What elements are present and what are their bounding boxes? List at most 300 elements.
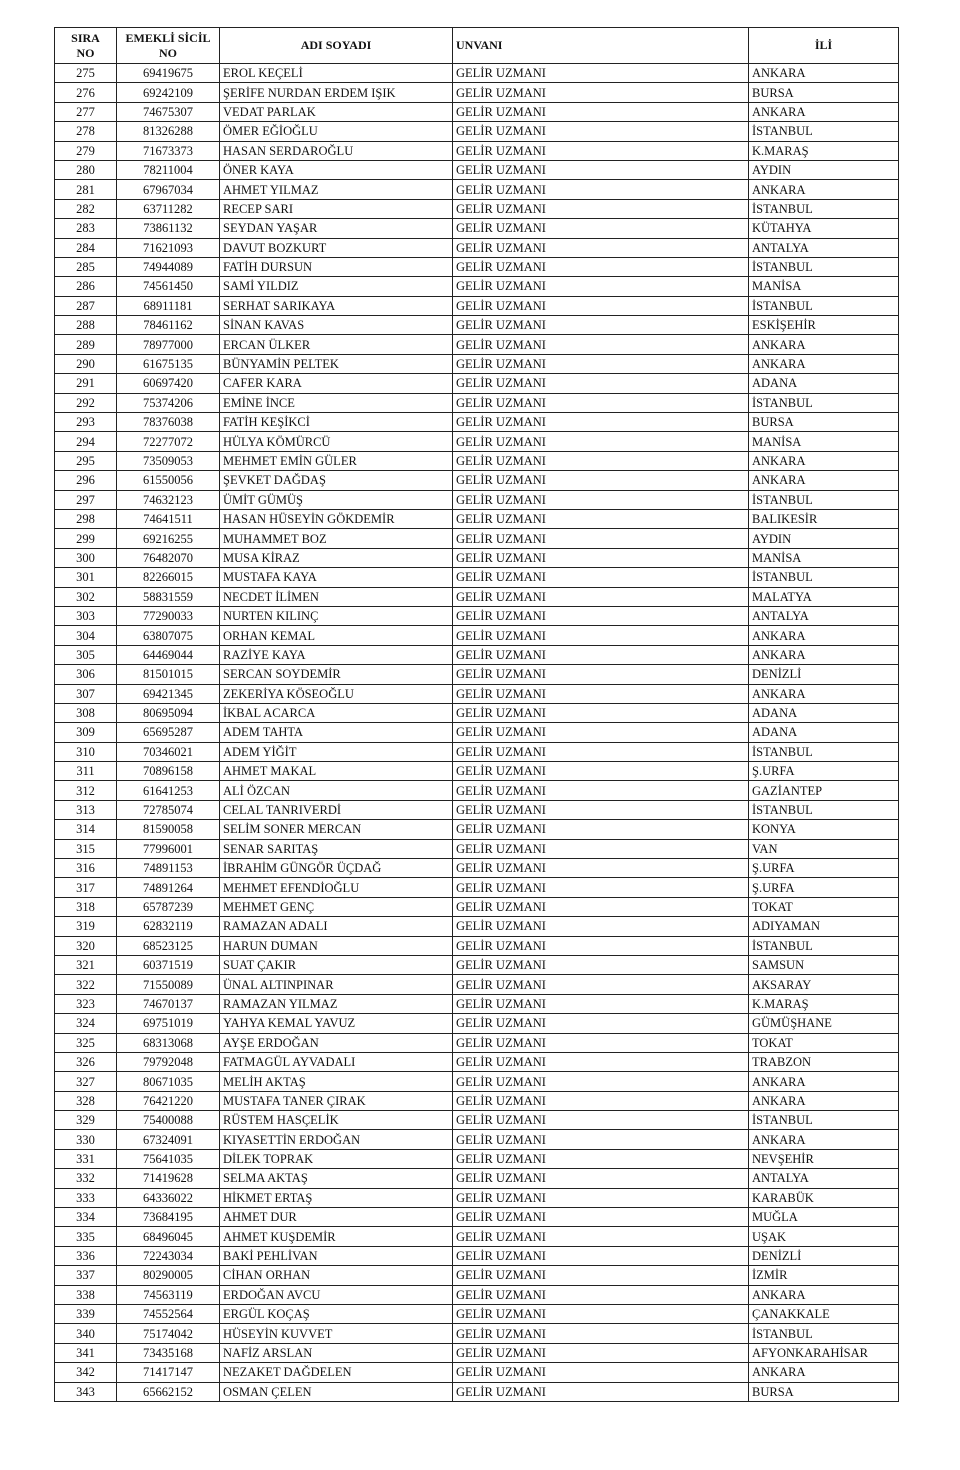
- row-unvani: GELİR UZMANI: [453, 490, 749, 509]
- table-row: [55, 1188, 899, 1207]
- row-sicil-no: 81326288: [117, 122, 220, 141]
- table-row: [55, 1382, 899, 1401]
- row-sicil-no: 81590058: [117, 820, 220, 839]
- row-sicil-no: 80290005: [117, 1266, 220, 1285]
- row-ili: AYDIN: [749, 160, 899, 179]
- row-sira-no: 302: [55, 587, 117, 606]
- row-sira-no: 276: [55, 83, 117, 102]
- row-adi-soyadi: ORHAN KEMAL: [220, 626, 453, 645]
- row-sira-no: 327: [55, 1072, 117, 1091]
- table-row: [55, 83, 899, 102]
- row-sicil-no: 77996001: [117, 839, 220, 858]
- row-sicil-no: 71550089: [117, 975, 220, 994]
- row-sira-no: 304: [55, 626, 117, 645]
- table-row: [55, 781, 899, 800]
- table-row: [55, 645, 899, 664]
- row-unvani: GELİR UZMANI: [453, 606, 749, 625]
- row-sicil-no: 76421220: [117, 1091, 220, 1110]
- row-adi-soyadi: HİKMET ERTAŞ: [220, 1188, 453, 1207]
- row-sicil-no: 71673373: [117, 141, 220, 160]
- row-sira-no: 289: [55, 335, 117, 354]
- row-unvani: GELİR UZMANI: [453, 102, 749, 121]
- row-adi-soyadi: AHMET MAKAL: [220, 762, 453, 781]
- row-unvani: GELİR UZMANI: [453, 1149, 749, 1168]
- row-adi-soyadi: ERDOĞAN AVCU: [220, 1285, 453, 1304]
- table-row: [55, 1285, 899, 1304]
- row-sira-no: 330: [55, 1130, 117, 1149]
- row-unvani: GELİR UZMANI: [453, 413, 749, 432]
- table-row: [55, 1246, 899, 1265]
- row-ili: ANKARA: [749, 354, 899, 373]
- row-ili: MUĞLA: [749, 1208, 899, 1227]
- row-ili: MANİSA: [749, 548, 899, 567]
- table-row: [55, 335, 899, 354]
- row-sicil-no: 65787239: [117, 897, 220, 916]
- row-adi-soyadi: SUAT ÇAKIR: [220, 955, 453, 974]
- row-sicil-no: 74563119: [117, 1285, 220, 1304]
- row-ili: GAZİANTEP: [749, 781, 899, 800]
- table-row: [55, 529, 899, 548]
- row-unvani: GELİR UZMANI: [453, 122, 749, 141]
- row-ili: İSTANBUL: [749, 1111, 899, 1130]
- row-sira-no: 308: [55, 703, 117, 722]
- table-row: [55, 878, 899, 897]
- row-ili: İSTANBUL: [749, 393, 899, 412]
- row-sicil-no: 75400088: [117, 1111, 220, 1130]
- row-unvani: GELİR UZMANI: [453, 83, 749, 102]
- row-sira-no: 314: [55, 820, 117, 839]
- row-adi-soyadi: MEHMET EFENDİOĞLU: [220, 878, 453, 897]
- row-sicil-no: 67324091: [117, 1130, 220, 1149]
- table-row: [55, 1227, 899, 1246]
- row-unvani: GELİR UZMANI: [453, 897, 749, 916]
- row-adi-soyadi: AYŞE ERDOĞAN: [220, 1033, 453, 1052]
- row-adi-soyadi: BÜNYAMİN PELTEK: [220, 354, 453, 373]
- row-adi-soyadi: SERCAN SOYDEMİR: [220, 665, 453, 684]
- row-sira-no: 343: [55, 1382, 117, 1401]
- row-unvani: GELİR UZMANI: [453, 1363, 749, 1382]
- table-row: [55, 451, 899, 470]
- row-ili: KONYA: [749, 820, 899, 839]
- row-ili: İSTANBUL: [749, 1324, 899, 1343]
- row-unvani: GELİR UZMANI: [453, 994, 749, 1013]
- row-sicil-no: 74670137: [117, 994, 220, 1013]
- row-adi-soyadi: ALİ ÖZCAN: [220, 781, 453, 800]
- row-sicil-no: 69421345: [117, 684, 220, 703]
- row-sira-no: 306: [55, 665, 117, 684]
- table-row: [55, 1072, 899, 1091]
- table-row: [55, 897, 899, 916]
- table-row: [55, 238, 899, 257]
- row-sira-no: 315: [55, 839, 117, 858]
- row-sira-no: 292: [55, 393, 117, 412]
- table-row: [55, 1033, 899, 1052]
- row-adi-soyadi: RAMAZAN ADALI: [220, 917, 453, 936]
- row-adi-soyadi: RAZİYE KAYA: [220, 645, 453, 664]
- row-adi-soyadi: CİHAN ORHAN: [220, 1266, 453, 1285]
- row-unvani: GELİR UZMANI: [453, 626, 749, 645]
- row-sicil-no: 80695094: [117, 703, 220, 722]
- table-row: [55, 160, 899, 179]
- row-ili: İSTANBUL: [749, 936, 899, 955]
- table-row: [55, 1130, 899, 1149]
- row-ili: ANKARA: [749, 684, 899, 703]
- row-ili: ANKARA: [749, 180, 899, 199]
- row-adi-soyadi: OSMAN ÇELEN: [220, 1382, 453, 1401]
- row-sira-no: 277: [55, 102, 117, 121]
- row-unvani: GELİR UZMANI: [453, 917, 749, 936]
- row-sira-no: 331: [55, 1149, 117, 1168]
- row-sira-no: 317: [55, 878, 117, 897]
- row-sicil-no: 72785074: [117, 800, 220, 819]
- row-sicil-no: 71417147: [117, 1363, 220, 1382]
- row-ili: AYDIN: [749, 529, 899, 548]
- row-sira-no: 326: [55, 1052, 117, 1071]
- table-row: [55, 490, 899, 509]
- row-sicil-no: 70346021: [117, 742, 220, 761]
- table-row: [55, 606, 899, 625]
- row-adi-soyadi: ADEM YİĞİT: [220, 742, 453, 761]
- row-sira-no: 275: [55, 64, 117, 83]
- row-ili: AKSARAY: [749, 975, 899, 994]
- row-ili: İSTANBUL: [749, 742, 899, 761]
- row-unvani: GELİR UZMANI: [453, 936, 749, 955]
- row-ili: Ş.URFA: [749, 878, 899, 897]
- row-sira-no: 288: [55, 316, 117, 335]
- row-adi-soyadi: MUHAMMET BOZ: [220, 529, 453, 548]
- row-sira-no: 307: [55, 684, 117, 703]
- row-ili: Ş.URFA: [749, 762, 899, 781]
- row-sicil-no: 73861132: [117, 219, 220, 238]
- row-sira-no: 319: [55, 917, 117, 936]
- row-adi-soyadi: HARUN DUMAN: [220, 936, 453, 955]
- row-sira-no: 321: [55, 955, 117, 974]
- row-unvani: GELİR UZMANI: [453, 1188, 749, 1207]
- row-adi-soyadi: DİLEK TOPRAK: [220, 1149, 453, 1168]
- header-sicil-line2: NO: [159, 45, 177, 60]
- row-ili: ADANA: [749, 374, 899, 393]
- row-sicil-no: 64336022: [117, 1188, 220, 1207]
- row-ili: İZMİR: [749, 1266, 899, 1285]
- table-row: [55, 393, 899, 412]
- row-ili: NEVŞEHİR: [749, 1149, 899, 1168]
- row-adi-soyadi: SELİM SONER MERCAN: [220, 820, 453, 839]
- table-row: [55, 626, 899, 645]
- table-row: [55, 587, 899, 606]
- row-sira-no: 298: [55, 509, 117, 528]
- row-unvani: GELİR UZMANI: [453, 1111, 749, 1130]
- row-adi-soyadi: NURTEN KILINÇ: [220, 606, 453, 625]
- row-unvani: GELİR UZMANI: [453, 1227, 749, 1246]
- row-sicil-no: 65695287: [117, 723, 220, 742]
- row-ili: ANTALYA: [749, 1169, 899, 1188]
- row-sicil-no: 75374206: [117, 393, 220, 412]
- row-unvani: GELİR UZMANI: [453, 1033, 749, 1052]
- table-row: [55, 703, 899, 722]
- personnel-table: [54, 27, 899, 1402]
- row-sira-no: 328: [55, 1091, 117, 1110]
- table-row: [55, 413, 899, 432]
- header-sicil-no: [117, 28, 220, 64]
- row-sira-no: 303: [55, 606, 117, 625]
- table-row: [55, 994, 899, 1013]
- row-unvani: GELİR UZMANI: [453, 335, 749, 354]
- row-unvani: GELİR UZMANI: [453, 1208, 749, 1227]
- row-ili: SAMSUN: [749, 955, 899, 974]
- row-ili: KARABÜK: [749, 1188, 899, 1207]
- row-ili: GÜMÜŞHANE: [749, 1014, 899, 1033]
- row-unvani: GELİR UZMANI: [453, 1382, 749, 1401]
- row-unvani: GELİR UZMANI: [453, 141, 749, 160]
- row-sira-no: 279: [55, 141, 117, 160]
- row-ili: TRABZON: [749, 1052, 899, 1071]
- row-sicil-no: 74561450: [117, 277, 220, 296]
- row-ili: ADANA: [749, 703, 899, 722]
- row-adi-soyadi: MUSTAFA TANER ÇIRAK: [220, 1091, 453, 1110]
- row-adi-soyadi: NEZAKET DAĞDELEN: [220, 1363, 453, 1382]
- row-sira-no: 338: [55, 1285, 117, 1304]
- table-row: [55, 1208, 899, 1227]
- row-sira-no: 312: [55, 781, 117, 800]
- row-adi-soyadi: ERGÜL KOÇAŞ: [220, 1305, 453, 1324]
- row-unvani: GELİR UZMANI: [453, 1091, 749, 1110]
- header-sicil-line1: EMEKLİ SİCİL: [125, 30, 211, 45]
- table-row: [55, 975, 899, 994]
- row-adi-soyadi: ADEM TAHTA: [220, 723, 453, 742]
- row-sira-no: 293: [55, 413, 117, 432]
- row-unvani: GELİR UZMANI: [453, 219, 749, 238]
- row-ili: DENİZLİ: [749, 665, 899, 684]
- row-unvani: GELİR UZMANI: [453, 723, 749, 742]
- row-sira-no: 335: [55, 1227, 117, 1246]
- row-sira-no: 285: [55, 257, 117, 276]
- row-unvani: GELİR UZMANI: [453, 703, 749, 722]
- row-ili: ANKARA: [749, 626, 899, 645]
- row-ili: Ş.URFA: [749, 859, 899, 878]
- row-sira-no: 318: [55, 897, 117, 916]
- table-row: [55, 684, 899, 703]
- row-sicil-no: 60371519: [117, 955, 220, 974]
- row-sicil-no: 76482070: [117, 548, 220, 567]
- table-row: [55, 1305, 899, 1324]
- row-sicil-no: 73435168: [117, 1343, 220, 1362]
- row-unvani: GELİR UZMANI: [453, 548, 749, 567]
- row-ili: VAN: [749, 839, 899, 858]
- row-sira-no: 309: [55, 723, 117, 742]
- header-sira-no: [55, 28, 117, 64]
- row-sicil-no: 78376038: [117, 413, 220, 432]
- table-row: [55, 1324, 899, 1343]
- row-ili: MALATYA: [749, 587, 899, 606]
- table-row: [55, 1343, 899, 1362]
- header-unvani: UNVANI: [453, 28, 749, 64]
- row-adi-soyadi: MEHMET EMİN GÜLER: [220, 451, 453, 470]
- row-unvani: GELİR UZMANI: [453, 587, 749, 606]
- row-ili: KÜTAHYA: [749, 219, 899, 238]
- row-adi-soyadi: MUSTAFA KAYA: [220, 568, 453, 587]
- table-row: [55, 277, 899, 296]
- row-sira-no: 336: [55, 1246, 117, 1265]
- row-unvani: GELİR UZMANI: [453, 1246, 749, 1265]
- row-ili: MANİSA: [749, 432, 899, 451]
- table-row: [55, 1111, 899, 1130]
- row-sicil-no: 78211004: [117, 160, 220, 179]
- table-row: [55, 219, 899, 238]
- row-unvani: GELİR UZMANI: [453, 1014, 749, 1033]
- header-sira-line1: SIRA: [71, 30, 100, 45]
- row-unvani: GELİR UZMANI: [453, 277, 749, 296]
- row-sicil-no: 81501015: [117, 665, 220, 684]
- row-unvani: GELİR UZMANI: [453, 742, 749, 761]
- row-sicil-no: 68313068: [117, 1033, 220, 1052]
- row-ili: ESKİŞEHİR: [749, 316, 899, 335]
- table-body: [55, 64, 899, 1402]
- table-header: [55, 28, 899, 64]
- row-ili: ANTALYA: [749, 606, 899, 625]
- table-row: [55, 568, 899, 587]
- row-adi-soyadi: SİNAN KAVAS: [220, 316, 453, 335]
- row-ili: ANTALYA: [749, 238, 899, 257]
- row-sira-no: 295: [55, 451, 117, 470]
- row-adi-soyadi: MEHMET GENÇ: [220, 897, 453, 916]
- row-sira-no: 290: [55, 354, 117, 373]
- row-ili: DENİZLİ: [749, 1246, 899, 1265]
- row-adi-soyadi: NECDET İLİMEN: [220, 587, 453, 606]
- table-row: [55, 917, 899, 936]
- table-row: [55, 548, 899, 567]
- table-row: [55, 1169, 899, 1188]
- row-adi-soyadi: NAFİZ ARSLAN: [220, 1343, 453, 1362]
- row-sira-no: 284: [55, 238, 117, 257]
- row-ili: ADIYAMAN: [749, 917, 899, 936]
- row-sira-no: 325: [55, 1033, 117, 1052]
- row-ili: ANKARA: [749, 102, 899, 121]
- row-sicil-no: 71621093: [117, 238, 220, 257]
- row-adi-soyadi: CAFER KARA: [220, 374, 453, 393]
- row-sicil-no: 78977000: [117, 335, 220, 354]
- table-row: [55, 316, 899, 335]
- row-sicil-no: 74632123: [117, 490, 220, 509]
- row-sicil-no: 72243034: [117, 1246, 220, 1265]
- row-sira-no: 340: [55, 1324, 117, 1343]
- row-unvani: GELİR UZMANI: [453, 1072, 749, 1091]
- row-adi-soyadi: AHMET DUR: [220, 1208, 453, 1227]
- row-unvani: GELİR UZMANI: [453, 839, 749, 858]
- row-adi-soyadi: FATİH KEŞİKCİ: [220, 413, 453, 432]
- row-sicil-no: 60697420: [117, 374, 220, 393]
- row-ili: İSTANBUL: [749, 296, 899, 315]
- row-sira-no: 301: [55, 568, 117, 587]
- row-unvani: GELİR UZMANI: [453, 238, 749, 257]
- row-sira-no: 283: [55, 219, 117, 238]
- row-ili: ANKARA: [749, 645, 899, 664]
- row-sicil-no: 75641035: [117, 1149, 220, 1168]
- row-unvani: GELİR UZMANI: [453, 471, 749, 490]
- row-unvani: GELİR UZMANI: [453, 878, 749, 897]
- table-row: [55, 820, 899, 839]
- table-row: [55, 955, 899, 974]
- row-sicil-no: 80671035: [117, 1072, 220, 1091]
- row-unvani: GELİR UZMANI: [453, 684, 749, 703]
- row-sira-no: 310: [55, 742, 117, 761]
- table-row: [55, 1091, 899, 1110]
- table-row: [55, 296, 899, 315]
- row-sira-no: 311: [55, 762, 117, 781]
- header-sira-line2: NO: [76, 45, 95, 60]
- row-adi-soyadi: VEDAT PARLAK: [220, 102, 453, 121]
- row-sira-no: 280: [55, 160, 117, 179]
- table-row: [55, 354, 899, 373]
- row-sira-no: 313: [55, 800, 117, 819]
- row-adi-soyadi: SEYDAN YAŞAR: [220, 219, 453, 238]
- row-unvani: GELİR UZMANI: [453, 393, 749, 412]
- row-sicil-no: 61641253: [117, 781, 220, 800]
- row-sicil-no: 63711282: [117, 199, 220, 218]
- row-sicil-no: 74552564: [117, 1305, 220, 1324]
- row-ili: ANKARA: [749, 1285, 899, 1304]
- row-ili: ANKARA: [749, 1363, 899, 1382]
- row-sira-no: 281: [55, 180, 117, 199]
- row-sira-no: 294: [55, 432, 117, 451]
- row-ili: ANKARA: [749, 1091, 899, 1110]
- table-row: [55, 723, 899, 742]
- row-unvani: GELİR UZMANI: [453, 257, 749, 276]
- row-unvani: GELİR UZMANI: [453, 180, 749, 199]
- table-row: [55, 471, 899, 490]
- row-ili: ANKARA: [749, 451, 899, 470]
- row-adi-soyadi: HÜLYA KÖMÜRCÜ: [220, 432, 453, 451]
- row-ili: BURSA: [749, 83, 899, 102]
- row-adi-soyadi: RECEP SARI: [220, 199, 453, 218]
- row-sira-no: 341: [55, 1343, 117, 1362]
- row-sira-no: 337: [55, 1266, 117, 1285]
- row-adi-soyadi: ŞERİFE NURDAN ERDEM IŞIK: [220, 83, 453, 102]
- table-row: [55, 1052, 899, 1071]
- row-unvani: GELİR UZMANI: [453, 451, 749, 470]
- row-adi-soyadi: ÜNAL ALTINPINAR: [220, 975, 453, 994]
- row-sira-no: 323: [55, 994, 117, 1013]
- row-sira-no: 334: [55, 1208, 117, 1227]
- row-sira-no: 278: [55, 122, 117, 141]
- row-adi-soyadi: ÜMİT GÜMÜŞ: [220, 490, 453, 509]
- row-unvani: GELİR UZMANI: [453, 160, 749, 179]
- row-unvani: GELİR UZMANI: [453, 820, 749, 839]
- row-sira-no: 316: [55, 859, 117, 878]
- row-adi-soyadi: EMİNE İNCE: [220, 393, 453, 412]
- row-sicil-no: 69216255: [117, 529, 220, 548]
- row-ili: AFYONKARAHİSAR: [749, 1343, 899, 1362]
- table-row: [55, 1266, 899, 1285]
- row-adi-soyadi: RAMAZAN YILMAZ: [220, 994, 453, 1013]
- row-sicil-no: 74891153: [117, 859, 220, 878]
- row-adi-soyadi: İKBAL ACARCA: [220, 703, 453, 722]
- header-adi-soyadi: ADI SOYADI: [220, 28, 453, 64]
- row-unvani: GELİR UZMANI: [453, 762, 749, 781]
- row-adi-soyadi: İBRAHİM GÜNGÖR ÜÇDAĞ: [220, 859, 453, 878]
- row-adi-soyadi: HASAN HÜSEYİN GÖKDEMİR: [220, 509, 453, 528]
- row-ili: K.MARAŞ: [749, 994, 899, 1013]
- row-sicil-no: 74944089: [117, 257, 220, 276]
- row-sira-no: 300: [55, 548, 117, 567]
- row-adi-soyadi: EROL KEÇELİ: [220, 64, 453, 83]
- row-sicil-no: 77290033: [117, 606, 220, 625]
- row-adi-soyadi: ÖNER KAYA: [220, 160, 453, 179]
- row-unvani: GELİR UZMANI: [453, 296, 749, 315]
- row-adi-soyadi: KIYASETTİN ERDOĞAN: [220, 1130, 453, 1149]
- row-ili: ANKARA: [749, 1130, 899, 1149]
- row-unvani: GELİR UZMANI: [453, 529, 749, 548]
- row-ili: TOKAT: [749, 897, 899, 916]
